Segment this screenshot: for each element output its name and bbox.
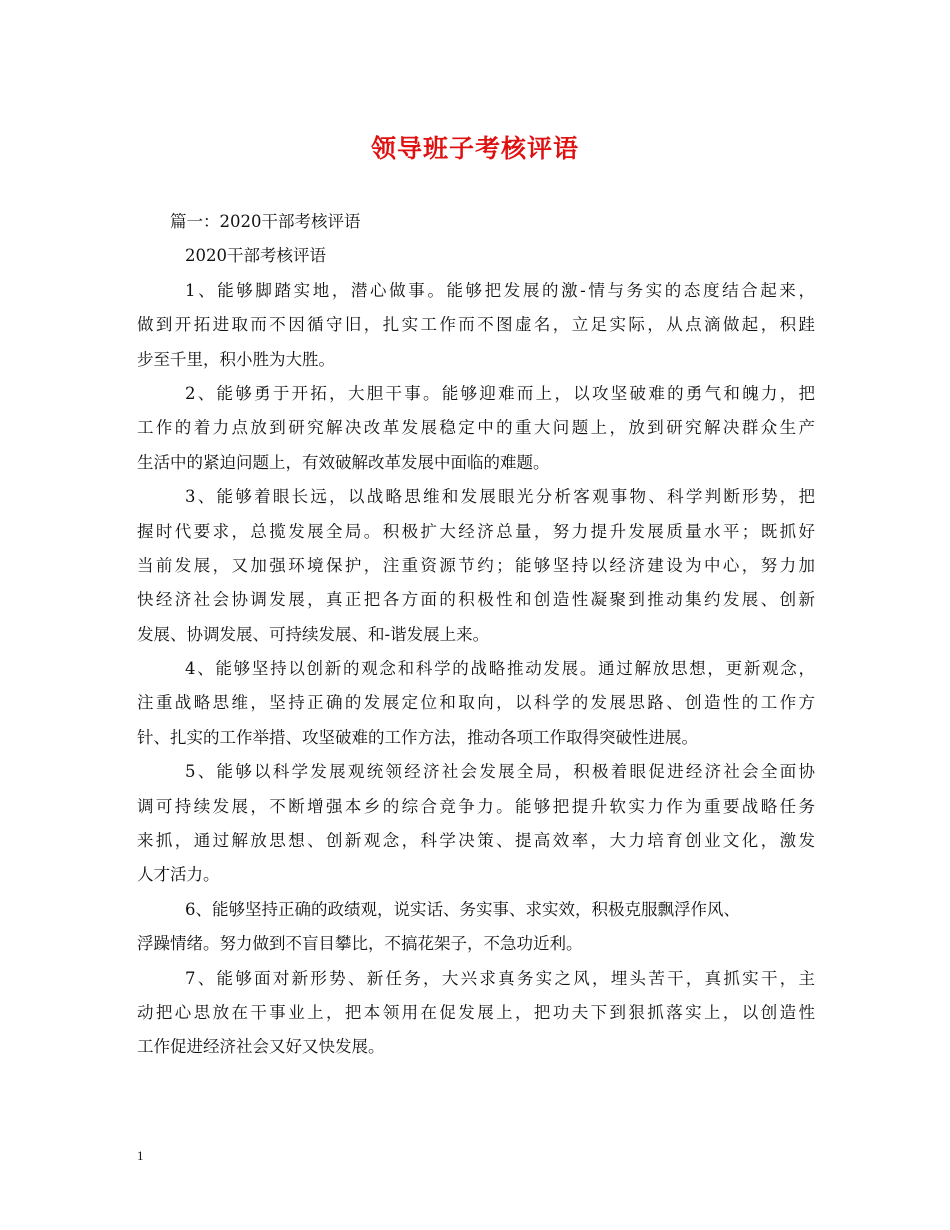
paragraph-1-line-3: 步至千里，积小胜为大胜。 [137, 349, 335, 369]
paragraph-6-line-2: 浮躁情绪。努力做到不盲目攀比，不搞花架子，不急功近利。 [137, 934, 583, 954]
paragraph-5-line-2: 调可持续发展，不断增强本乡的综合竞争力。能够把提升软实力作为重要战略任务 [137, 796, 815, 816]
paragraph-7-line-2: 动把心思放在干事业上，把本领用在促发展上，把功夫下到狠抓落实上，以创造性 [137, 1002, 815, 1022]
paragraph-2-line-1: 2、能够勇于开拓，大胆干事。能够迎难而上，以攻坚破难的勇气和魄力，把 [185, 383, 815, 403]
paragraph-3-line-4: 快经济社会协调发展，真正把各方面的积极性和创造性凝聚到推动集约发展、创新 [137, 590, 815, 610]
document-body [137, 205, 815, 1065]
paragraph-7-line-1: 7、能够面对新形势、新任务，大兴求真务实之风，埋头苦干，真抓实干，主 [185, 968, 815, 988]
paragraph-6-line-1: 6、能够坚持正确的政绩观，说实话、务实事、求实效，积极克服飘浮作风、 [185, 899, 740, 919]
section-heading: 篇一：2020干部考核评语 [170, 212, 361, 231]
paragraph-4-line-3: 针、扎实的工作举措、攻坚破难的工作方法，推动各项工作取得突破性进展。 [137, 727, 698, 747]
paragraph-4-line-2: 注重战略思维，坚持正确的发展定位和取向，以科学的发展思路、创造性的工作方 [137, 693, 815, 713]
paragraph-3-line-3: 当前发展，又加强环境保护，注重资源节约；能够坚持以经济建设为中心，努力加 [137, 555, 815, 575]
document-title: 领导班子考核评语 [370, 134, 579, 163]
paragraph-4-line-1: 4、能够坚持以创新的观念和科学的战略推动发展。通过解放思想，更新观念， [185, 659, 815, 679]
subheading: 2020干部考核评语 [185, 246, 326, 266]
paragraph-3-line-5: 发展、协调发展、可持续发展、和-谐发展上来。 [137, 624, 490, 644]
paragraph-3-line-1: 3、能够着眼长远，以战略思维和发展眼光分析客观事物、科学判断形势，把 [185, 487, 815, 507]
paragraph-7-line-3: 工作促进经济社会又好又快发展。 [137, 1037, 385, 1057]
paragraph-5-line-1: 5、能够以科学发展观统领经济社会发展全局，积极着眼促进经济社会全面协 [185, 762, 815, 782]
paragraph-2-line-2: 工作的着力点放到研究解决改革发展稳定中的重大问题上，放到研究解决群众生产 [137, 418, 815, 438]
page-number: 1 [137, 1148, 144, 1163]
paragraph-1-line-1: 1、能够脚踏实地，潜心做事。能够把发展的激-情与务实的态度结合起来， [185, 280, 815, 300]
paragraph-3-line-2: 握时代要求，总揽发展全局。积极扩大经济总量，努力提升发展质量水平；既抓好 [137, 521, 815, 541]
paragraph-5-line-3: 来抓，通过解放思想、创新观念，科学决策、提高效率，大力培育创业文化，激发 [137, 831, 815, 851]
paragraph-1-line-2: 做到开拓进取而不因循守旧，扎实工作而不图虚名，立足实际，从点滴做起，积跬 [137, 315, 815, 335]
paragraph-2-line-3: 生活中的紧迫问题上，有效破解改革发展中面临的难题。 [137, 452, 550, 472]
paragraph-5-line-4: 人才活力。 [137, 865, 220, 885]
